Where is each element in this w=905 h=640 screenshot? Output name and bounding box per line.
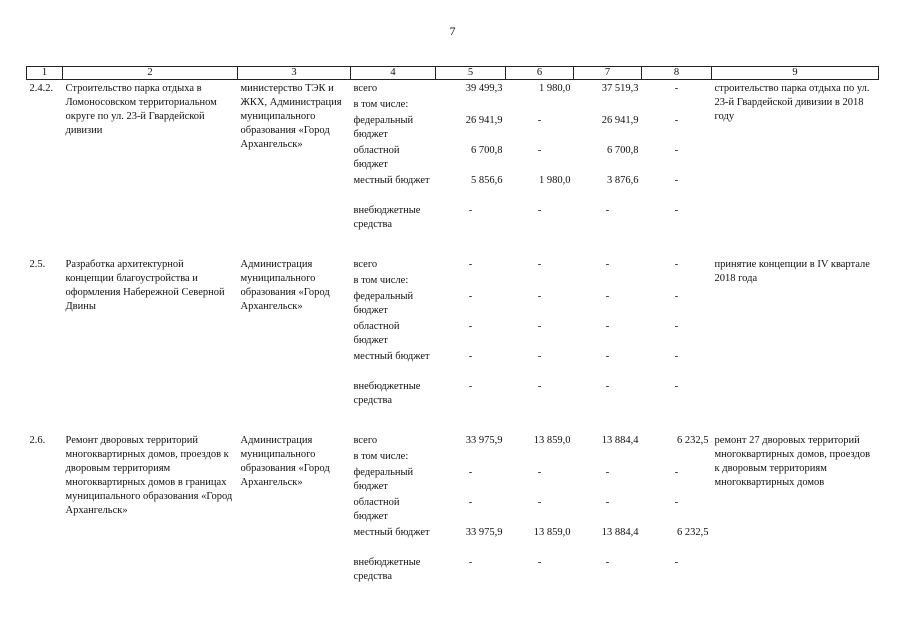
amount-col-6: - [537,497,542,508]
item-number: 2.4.2. [29,83,54,94]
item-executor: министерство ТЭК и ЖКХ, Администрация муниципального образования «Город Архангельск» [240,83,342,150]
amount-col-5: - [468,557,473,568]
amount-col-6 [506,98,574,114]
amount-col-8: - [674,351,679,362]
funding-source-including: в том числе: [353,275,409,286]
amount-col-8: - [674,145,679,156]
funding-source-local: местный бюджет [353,175,430,186]
page-number: 7 [449,24,456,38]
amount-col-8 [642,450,712,466]
amount-col-7: 13 884,4 [601,527,639,538]
amount-col-6: - [537,115,542,126]
amount-col-6: 1 980,0 [539,83,571,94]
amount-col-7: - [605,351,610,362]
amount-col-8: - [674,259,679,270]
amount-col-6: - [537,557,542,568]
amount-col-6: 13 859,0 [533,527,571,538]
amount-col-5: 33 975,9 [465,527,503,538]
amount-col-5: 39 499,3 [465,83,503,94]
amount-col-6 [506,274,574,290]
funding-source-total: всего [353,435,378,446]
amount-col-5: 26 941,9 [465,115,503,126]
item-number: 2.5. [29,259,46,270]
amount-col-5: 5 856,6 [471,175,503,186]
amount-col-8: 6 232,5 [677,435,709,446]
amount-col-5: - [468,321,473,332]
header-col-1: 1 [27,67,63,80]
header-col-3: 3 [238,67,351,80]
spacer-cell [27,410,879,432]
funding-source-regional: областной бюджет [353,145,400,170]
program-table [26,66,879,586]
expected-result: принятие концепции в IV квартале 2018 года [714,259,870,284]
item-name: Ремонт дворовых территорий многоквартирных домов, проездов к дворовым территориям многоквартирных домов в границах муниципального образования «Город Архангельск» [65,435,233,516]
amount-col-5: 33 975,9 [465,435,503,446]
amount-col-6: - [537,321,542,332]
table-row [27,80,879,99]
header-col-5: 5 [436,67,506,80]
amount-col-7: 13 884,4 [601,435,639,446]
amount-col-7: 26 941,9 [601,115,639,126]
funding-source-total: всего [353,83,378,94]
item-executor: Администрация муниципального образования «Город Архангельск» [240,435,330,488]
amount-col-7: - [605,291,610,302]
amount-col-8: - [674,175,679,186]
funding-source-federal: федеральный бюджет [353,291,414,316]
funding-source-total: всего [353,259,378,270]
amount-col-5: - [468,467,473,478]
amount-col-6 [506,450,574,466]
expected-result: ремонт 27 дворовых территорий многоквартирных домов, проездов к дворовым территориям многоквартирных домов [714,435,871,488]
funding-source-regional: областной бюджет [353,497,400,522]
funding-source-including: в том числе: [353,451,409,462]
amount-col-6: - [537,351,542,362]
funding-source-local: местный бюджет [353,527,430,538]
amount-col-5 [436,274,506,290]
amount-col-6: 1 980,0 [539,175,571,186]
amount-col-6: - [537,145,542,156]
amount-col-6: 13 859,0 [533,435,571,446]
funding-source-local: местный бюджет [353,351,430,362]
funding-source-extrabudget: внебюджетные средства [353,557,421,582]
amount-col-8 [642,98,712,114]
funding-source-extrabudget: внебюджетные средства [353,205,421,230]
amount-col-5: 6 700,8 [471,145,503,156]
expected-result: строительство парка отдыха по ул. 23-й Гвардейской дивизии в 2018 году [714,83,870,122]
item-executor: Администрация муниципального образования «Город Архангельск» [240,259,330,312]
amount-col-7: - [605,497,610,508]
item-name: Разработка архитектурной концепции благоустройства и оформления Набережной Северной Двины [65,259,225,312]
amount-col-7: 3 876,6 [607,175,639,186]
amount-col-6: - [537,381,542,392]
amount-col-5: - [468,351,473,362]
amount-col-5: - [468,259,473,270]
header-col-4: 4 [351,67,436,80]
amount-col-8: - [674,497,679,508]
header-col-9: 9 [712,67,879,80]
header-row [27,67,879,80]
row-spacer [27,234,879,256]
amount-col-5: - [468,497,473,508]
table-row [27,256,879,274]
amount-col-8: - [674,557,679,568]
amount-col-8: - [674,381,679,392]
amount-col-5: - [468,381,473,392]
funding-source-federal: федеральный бюджет [353,115,414,140]
amount-col-8: - [674,205,679,216]
header-col-7: 7 [574,67,642,80]
amount-col-7: - [605,557,610,568]
table-body [27,80,879,587]
amount-col-7: 37 519,3 [601,83,639,94]
item-name: Строительство парка отдыха в Ломоносовском территориальном округе по ул. 23-й Гвардейской дивизии [65,83,217,136]
funding-source-including: в том числе: [353,99,409,110]
amount-col-5 [436,98,506,114]
amount-col-6: - [537,205,542,216]
item-number: 2.6. [29,435,46,446]
header-col-2: 2 [63,67,238,80]
amount-col-8: 6 232,5 [677,527,709,538]
header-col-6: 6 [506,67,574,80]
amount-col-7: - [605,381,610,392]
amount-col-5: - [468,205,473,216]
amount-col-7 [574,450,642,466]
amount-col-8: - [674,321,679,332]
amount-col-7: - [605,321,610,332]
amount-col-7 [574,274,642,290]
header-col-8: 8 [642,67,712,80]
table-row [27,432,879,450]
amount-col-7 [574,98,642,114]
row-spacer [27,410,879,432]
amount-col-6: - [537,291,542,302]
amount-col-8: - [674,115,679,126]
amount-col-5 [436,450,506,466]
amount-col-7: - [605,259,610,270]
spacer-cell [27,234,879,256]
amount-col-7: 6 700,8 [607,145,639,156]
amount-col-8: - [674,291,679,302]
amount-col-7: - [605,467,610,478]
amount-col-8: - [674,83,679,94]
amount-col-7: - [605,205,610,216]
amount-col-6: - [537,259,542,270]
amount-col-6: - [537,467,542,478]
amount-col-8: - [674,467,679,478]
funding-source-regional: областной бюджет [353,321,400,346]
amount-col-8 [642,274,712,290]
funding-source-extrabudget: внебюджетные средства [353,381,421,406]
funding-source-federal: федеральный бюджет [353,467,414,492]
amount-col-5: - [468,291,473,302]
